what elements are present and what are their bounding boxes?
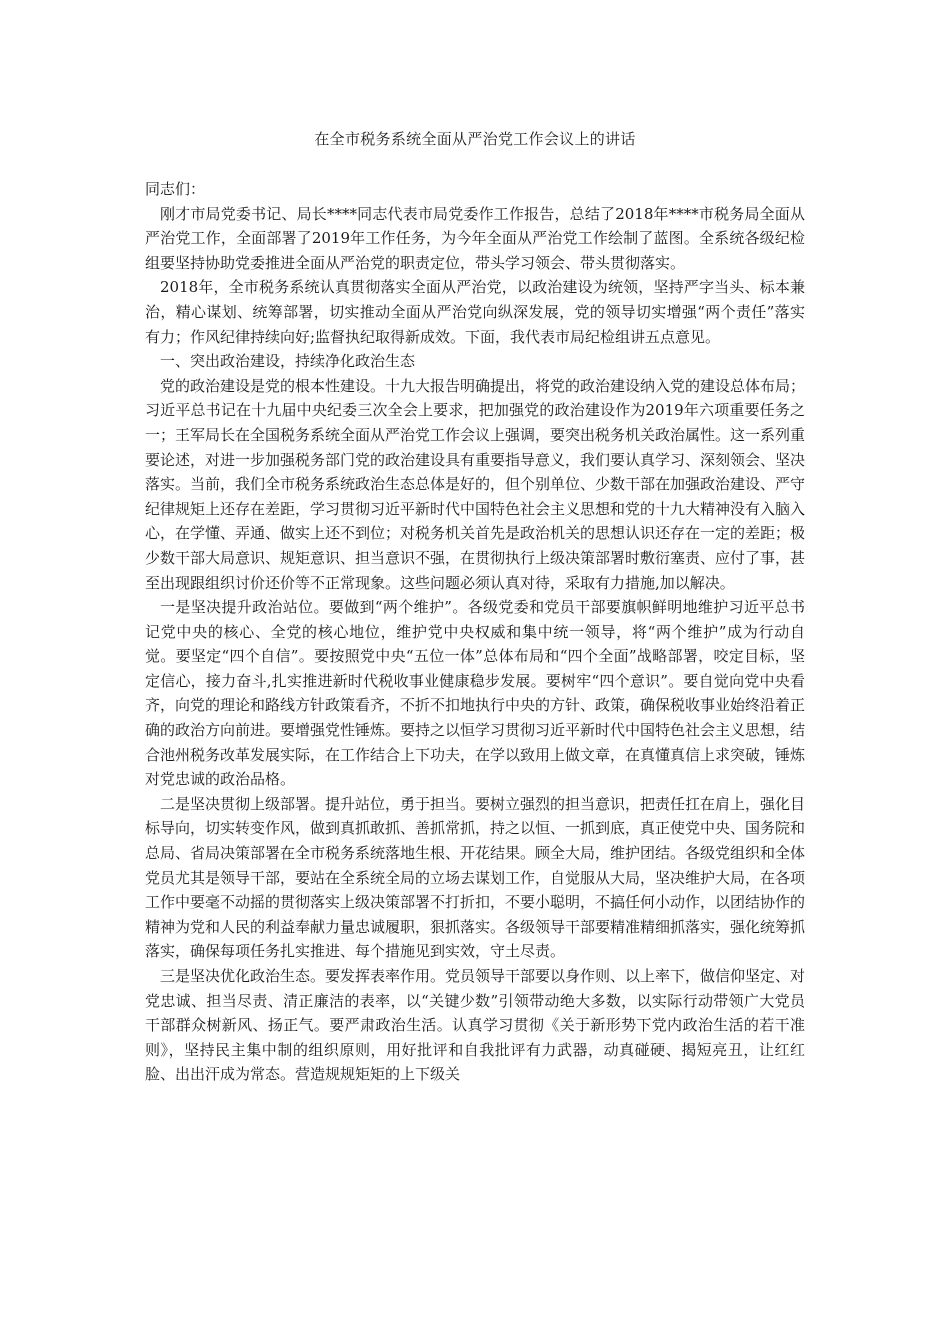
document-title: 在全市税务系统全面从严治党工作会议上的讲话 — [314, 130, 636, 148]
body-paragraph: 党的政治建设是党的根本性建设。十九大报告明确提出，将党的政治建设纳入党的建设总体布局；习近平总书记在十九届中央纪委三次全会上要求，把加强党的政治建设作为2019年六项重要任务之一；王军局长在全国税务系统全面从严治党工作会议上强调，要突出税务机关政治属性。这一系列重要论述，对进一步加强税务部门党的政治建设具有重要指导意义，我们要认真学习、深刻领会、坚决落实。当前，我们全市税务系统政治生态总体是好的，但个别单位、少数干部在加强政治建设、严守纪律规矩上还存在差距，学习贯彻习近平新时代中国特色社会主义思想和党的十九大精神没有入脑入心，在学懂、弄通、做实上还不到位；对税务机关首先是政治机关的思想认识还存在一定的差距；极少数干部大局意识、规矩意识、担当意识不强，在贯彻执行上级决策部署时敷衍塞责、应付了事，甚至出现跟组织讨价还价等不正常现象。这些问题必须认真对待，采取有力措施,加以解决。 — [145, 376, 806, 592]
salutation: 同志们： — [145, 180, 206, 198]
section-heading: 一、突出政治建设，持续净化政治生态 — [160, 352, 416, 371]
document-body — [145, 177, 805, 1087]
body-paragraph: 二是坚决贯彻上级部署。提升站位，勇于担当。要树立强烈的担当意识，把责任扛在肩上，强化目标导向，切实转变作风，做到真抓敢抓、善抓常抓，持之以恒、一抓到底，真正使党中央、国务院和总局、省局决策部署在全市税务系统落地生根、开花结果。顾全大局，维护团结。各级党组织和全体党员尤其是领导干部，要站在全系统全局的立场去谋划工作，自觉服从大局，坚决维护大局，在各项工作中要毫不动摇的贯彻落实上级决策部署不打折扣，不要小聪明，不搞任何小动作，以团结协作的精神为党和人民的利益奉献力量忠诚履职，狠抓落实。各级领导干部要精准精细抓落实，强化统筹抓落实，确保每项任务扎实推进、每个措施见到实效，守土尽责。 — [145, 794, 806, 961]
body-paragraph: 一是坚决提升政治站位。要做到“两个维护”。各级党委和党员干部要旗帜鲜明地维护习近平总书记党中央的核心、全党的核心地位，维护党中央权威和集中统一领导，将“两个维护”成为行动自觉。要坚定“四个自信”。要按照党中央“五位一体”总体布局和“四个全面”战略部署，咬定目标，坚定信心，接力奋斗,扎实推进新时代税收事业健康稳步发展。要树牢“四个意识”。要自觉向党中央看齐，向党的理论和路线方针政策看齐，不折不扣地执行中央的方针、政策，确保税收事业始终沿着正确的政治方向前进。要增强党性锤炼。要持之以恒学习贯彻习近平新时代中国特色社会主义思想，结合池州税务改革发展实际，在工作结合上下功夫，在学以致用上做文章，在真懂真信上求突破，锤炼对党忠诚的政治品格。 — [145, 598, 806, 789]
body-paragraph: 三是坚决优化政治生态。要发挥表率作用。党员领导干部要以身作则、以上率下，做信仰坚定、对党忠诚、担当尽责、清正廉洁的表率，以“关键少数”引领带动绝大多数，以实际行动带领广大党员干部群众树新风、扬正气。要严肃政治生活。认真学习贯彻《关于新形势下党内政治生活的若干准则》，坚持民主集中制的组织原则，用好批评和自我批评有力武器，动真碰硬、揭短亮丑，让红红脸、出出汗成为常态。营造规规矩矩的上下级关 — [145, 967, 806, 1084]
body-paragraph: 2018年，全市税务系统认真贯彻落实全面从严治党，以政治建设为统领，坚持严字当头、标本兼治，精心谋划、统筹部署，切实推动全面从严治党向纵深发展，党的领导切实增强“两个责任”落实有力；作风纪律持续向好;监督执纪取得新成效。下面，我代表市局纪检组讲五点意见。 — [145, 278, 805, 346]
body-paragraph: 刚才市局党委书记、局长****同志代表市局党委作工作报告，总结了2018年****市税务局全面从严治党工作，全面部署了2019年工作任务，为今年全面从严治党工作绘制了蓝图。全系统各级纪检组要坚持协助党委推进全面从严治党的职责定位，带头学习领会、带头贯彻落实。 — [145, 204, 805, 272]
